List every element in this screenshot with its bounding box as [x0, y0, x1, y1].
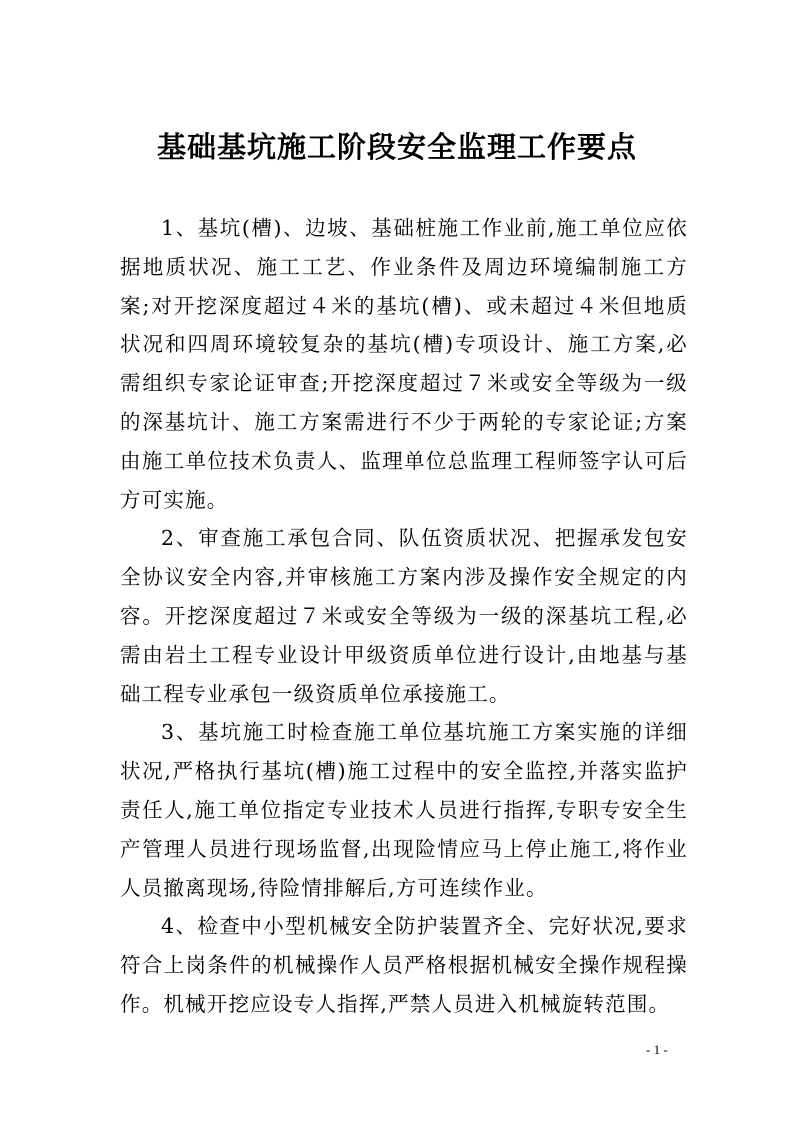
paragraph-1: 1、基坑(槽)、边坡、基础桩施工作业前,施工单位应依据地质状况、施工工艺、作业条件及周边环境编制施工方案;对开挖深度超过４米的基坑(槽)、或未超过４米但地质状况和四周环境较复杂的基坑(槽)专项设计、施工方案,必需组织专家论证审查;开挖深度超过７米或安全等级为一级的深基坑计、施工方案需进行不少于两轮的专家论证;方案由施工单位技术负责人、监理单位总监理工程师签字认可后方可实施。: [120, 216, 688, 512]
page-number: - 1 -: [646, 1042, 668, 1057]
document-title: 基础基坑施工阶段安全监理工作要点: [156, 130, 637, 165]
paragraph-2: 2、审查施工承包合同、队伍资质状况、把握承发包安全协议安全内容,并审核施工方案内涉及操作安全规定的内容。开挖深度超过７米或安全等级为一级的深基坑工程,必需由岩土工程专业设计甲级资质单位进行设计,由地基与基础工程专业承包一级资质单位承接施工。: [120, 526, 688, 706]
paragraph-3: 3、基坑施工时检查施工单位基坑施工方案实施的详细状况,严格执行基坑(槽)施工过程中的安全监控,并落实监护责任人,施工单位指定专业技术人员进行指挥,专职专安全生产管理人员进行现场监督,出现险情应马上停止施工,将作业人员撤离现场,待险情排解后,方可连续作业。: [120, 720, 688, 900]
paragraph-4: 4、检查中小型机械安全防护装置齐全、完好状况,要求符合上岗条件的机械操作人员严格根据机械安全操作规程操作。机械开挖应设专人指挥,严禁人员进入机械旋转范围。: [120, 914, 688, 1016]
document-body: [120, 209, 688, 1024]
